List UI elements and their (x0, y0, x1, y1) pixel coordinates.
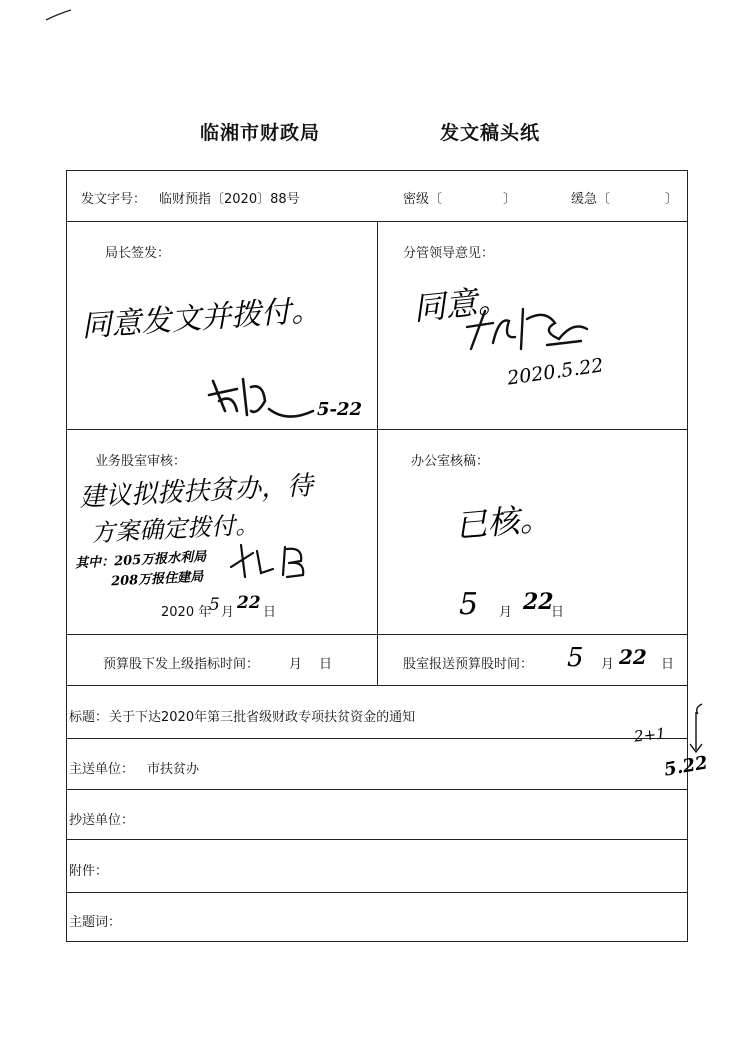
office-label: 办公室核稿： (411, 454, 490, 469)
business-signature (227, 539, 317, 583)
stray-mark (44, 8, 74, 24)
office-date-day: 22 (523, 589, 554, 615)
dept-day-hw: 22 (619, 645, 647, 669)
business-date-month: 5 (209, 595, 220, 615)
secret-label: 密级〔 (403, 192, 443, 207)
margin-note-line2: 5.22 (662, 752, 710, 781)
form-table (66, 170, 688, 942)
business-label: 业务股室审核： (95, 454, 187, 469)
budget-day: 日 (319, 657, 333, 672)
director-date: 5-22 (317, 399, 363, 420)
dept-month-hw: 5 (567, 643, 584, 673)
org-name: 临湘市财政局 (200, 122, 321, 144)
office-date-month: 5 (459, 587, 479, 622)
title-label: 标题： (69, 710, 109, 725)
dept-month: 月 (601, 657, 615, 672)
main-recipient-value: 市扶贫办 (147, 762, 200, 777)
director-comment: 同意发文并拨付。 (80, 292, 323, 345)
business-day-unit: 日 (263, 605, 277, 620)
doc-number-value: 临财预指〔2020〕88号 (159, 192, 300, 207)
dept-day: 日 (661, 657, 675, 672)
office-comment: 已核。 (453, 498, 553, 546)
main-recipient-label: 主送单位： (69, 762, 135, 777)
supervisor-signature (463, 299, 593, 359)
business-comment-line2: 方案确定拨付。 (90, 510, 260, 548)
supervisor-label: 分管领导意见： (403, 246, 495, 261)
dept-time-label: 股室报送预算股时间： (403, 657, 534, 672)
office-day-unit: 日 (551, 605, 565, 620)
margin-arrow (680, 700, 710, 760)
title-value: 关于下达2020年第三批省级财政专项扶贫资金的通知 (109, 710, 416, 725)
doc-number-label: 发文字号： (81, 192, 147, 207)
urgency-close: 〕 (665, 192, 679, 207)
director-signature (207, 371, 317, 426)
budget-month: 月 (289, 657, 303, 672)
director-label: 局长签发： (105, 246, 171, 261)
margin-note-line1: 2+1 (633, 724, 667, 746)
cc-label: 抄送单位： (69, 813, 135, 828)
supervisor-comment: 同意。 (411, 280, 511, 328)
attachment-label: 附件： (69, 864, 109, 879)
business-comment-line1: 建议拟拨扶贫办，待 (78, 470, 314, 514)
business-date-day: 22 (237, 593, 261, 613)
form-title: 发文稿头纸 (440, 122, 541, 144)
urgency-label: 缓急〔 (571, 192, 611, 207)
business-comment-line3: 其中：205万报水利局 (74, 549, 207, 572)
supervisor-date: 2020.5.22 (505, 354, 605, 390)
business-date-year: 2020 年 (161, 605, 212, 620)
business-month-unit: 月 (221, 605, 235, 620)
business-comment-line4: 208万报住建局 (110, 569, 204, 590)
budget-time-label: 预算股下发上级指标时间： (103, 657, 260, 672)
secret-close: 〕 (503, 192, 517, 207)
office-month-unit: 月 (499, 605, 513, 620)
subject-label: 主题词： (69, 915, 122, 930)
